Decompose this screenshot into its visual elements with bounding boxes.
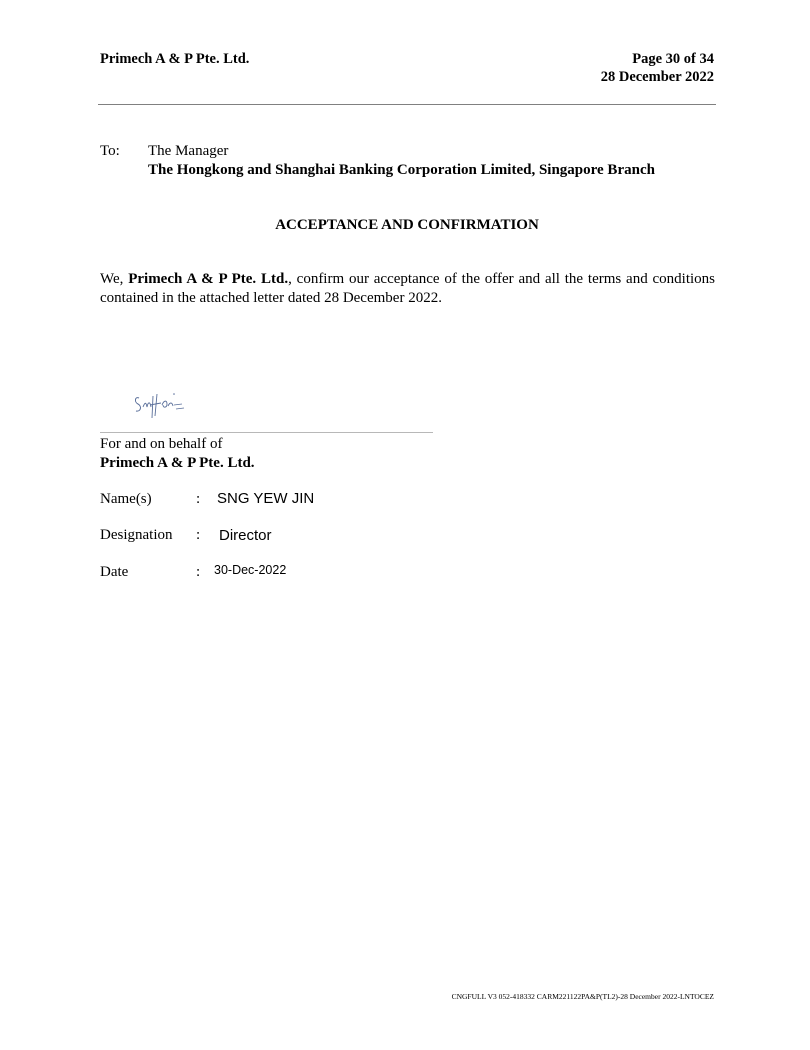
paragraph-company: Primech A & P Pte. Ltd. xyxy=(128,271,289,287)
designation-colon: : xyxy=(196,527,201,543)
addressee-line-1: The Manager xyxy=(148,143,229,159)
date-colon: : xyxy=(196,564,201,580)
signature-image xyxy=(130,388,190,422)
signature-line xyxy=(100,432,433,433)
paragraph-we: We, xyxy=(100,271,124,287)
name-label: Name(s) xyxy=(100,491,152,507)
header-divider xyxy=(98,104,716,105)
header-company: Primech A & P Pte. Ltd. xyxy=(100,51,250,67)
document-title: ACCEPTANCE AND CONFIRMATION xyxy=(275,217,539,233)
date-value: 30-Dec-2022 xyxy=(214,563,287,577)
addressee-line-2: The Hongkong and Shanghai Banking Corporation Limited, Singapore Branch xyxy=(148,162,655,178)
to-label: To: xyxy=(100,143,120,159)
header-page-number: Page 30 of 34 xyxy=(632,51,714,67)
header-date: 28 December 2022 xyxy=(600,69,714,85)
footer-reference: CNGFULL V3 052-418332 CARM221122PA&P(TL2)-28 December 2022-LNTOCEZ xyxy=(451,992,714,1001)
signatory-company: Primech A & P Pte. Ltd. xyxy=(100,455,255,471)
name-colon: : xyxy=(196,491,201,507)
behalf-text: For and on behalf of xyxy=(100,436,223,452)
paragraph-rest: , confirm our acceptance of the offer and all the terms and conditions contained in the attached letter dated 28 December 2022. xyxy=(100,271,716,306)
date-label: Date xyxy=(100,564,129,580)
name-value: SNG YEW JIN xyxy=(217,490,315,507)
designation-label: Designation xyxy=(100,527,173,543)
designation-value: Director xyxy=(219,527,272,544)
acceptance-paragraph xyxy=(100,270,715,308)
